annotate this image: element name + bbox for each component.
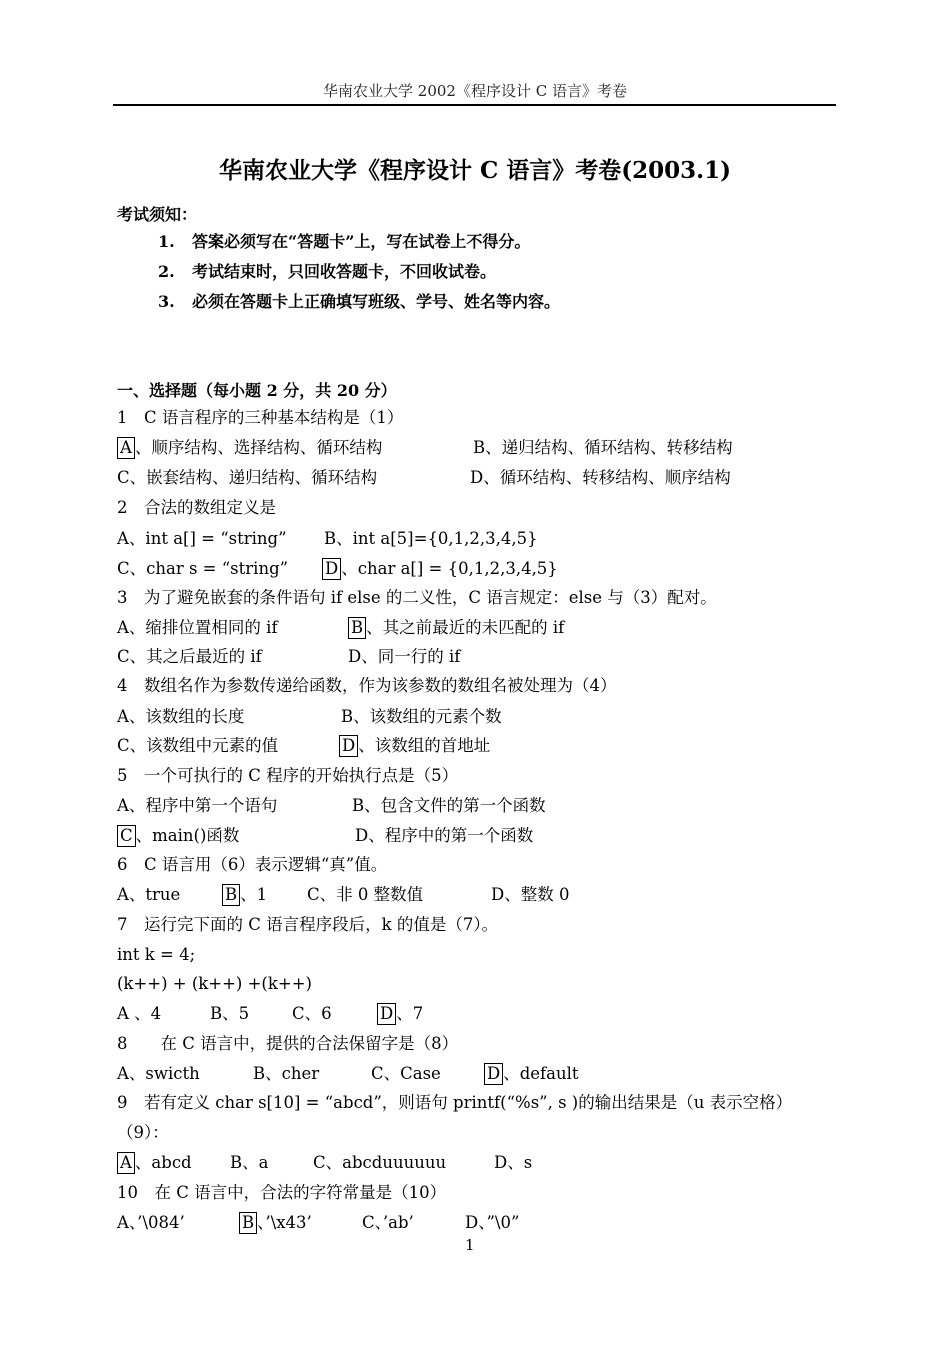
option-d: D、”\0” (465, 1213, 520, 1232)
answer-box: A (117, 1152, 135, 1174)
notice-heading: 考试须知： (117, 205, 198, 224)
question-stem: 5 一个可执行的 C 程序的开始执行点是（5） (117, 766, 459, 785)
running-header: 华南农业大学 2002《程序设计 C 语言》考卷 (323, 82, 627, 100)
option-c-answer: C 、main()函数 (117, 825, 239, 847)
option-a: A、缩排位置相同的 if (117, 618, 278, 637)
option-a-answer: A 、顺序结构、选择结构、循环结构 (117, 437, 382, 459)
option-d-answer: D 、该数组的首地址 (339, 735, 490, 757)
option-b-answer: B 、其之前最近的未匹配的 if (348, 617, 564, 639)
option-c: C、该数组中元素的值 (117, 736, 279, 755)
option-d: D、程序中的第一个函数 (355, 826, 534, 845)
question-stem: 3 为了避免嵌套的条件语句 if else 的二义性，C 语言规定：else 与（3）配对。 (117, 588, 717, 607)
option-c: C、Case (371, 1064, 441, 1083)
option-b: B、int a[5]={0,1,2,3,4,5} (324, 529, 538, 548)
answer-box: D (339, 735, 358, 757)
header-rule (113, 104, 836, 106)
question-stem: 10 在 C 语言中，合法的字符常量是（10） (117, 1183, 447, 1202)
page-number: 1 (465, 1236, 475, 1254)
option-b: B、该数组的元素个数 (341, 707, 502, 726)
option-c: C、嵌套结构、递归结构、循环结构 (117, 468, 378, 487)
option-a: A、swicth (117, 1064, 200, 1083)
notice-item: 2. 考试结束时，只回收答题卡，不回收试卷。 (158, 262, 497, 281)
answer-box: B (348, 617, 366, 639)
option-b: B、cher (253, 1064, 320, 1083)
option-a: A、该数组的长度 (117, 707, 245, 726)
option-a: A 、4 (117, 1004, 162, 1023)
question-stem: 8 在 C 语言中，提供的合法保留字是（8） (117, 1034, 459, 1053)
option-d-answer: D 、char a[] = {0,1,2,3,4,5} (322, 558, 558, 580)
answer-box: A (117, 437, 135, 459)
question-stem-continued: （9）： (117, 1123, 169, 1142)
option-d-answer: D 、default (484, 1063, 579, 1085)
option-c: C、’ab’ (362, 1213, 414, 1232)
question-stem: 1 C 语言程序的三种基本结构是（1） (117, 408, 404, 427)
answer-box: D (377, 1003, 396, 1025)
question-stem: 2 合法的数组定义是 (117, 498, 276, 517)
option-b: B、5 (210, 1004, 250, 1023)
section-heading: 一、选择题（每小题 2 分，共 20 分） (117, 381, 397, 400)
option-d-answer: D 、7 (377, 1003, 423, 1025)
option-b: B、a (230, 1153, 269, 1172)
option-b: B、包含文件的第一个函数 (352, 796, 546, 815)
option-c: C、6 (292, 1004, 332, 1023)
option-c: C、char s = “string” (117, 559, 289, 578)
question-stem: 9 若有定义 char s[10] = “abcd”，则语句 printf(“%s”, s )的输出结果是（u 表示空格） (117, 1093, 793, 1112)
answer-box: D (322, 558, 341, 580)
option-d: D、s (494, 1153, 533, 1172)
question-stem: 6 C 语言用（6）表示逻辑“真”值。 (117, 855, 388, 874)
option-c: C、非 0 整数值 (307, 885, 424, 904)
option-c: C、abcduuuuuu (313, 1153, 447, 1172)
option-a-answer: A 、abcd (117, 1152, 192, 1174)
question-stem: 7 运行完下面的 C 语言程序段后，k 的值是（7）。 (117, 915, 499, 934)
page-title: 华南农业大学《程序设计 C 语言》考卷(2003.1) (218, 157, 732, 184)
option-b: B、递归结构、循环结构、转移结构 (473, 438, 733, 457)
option-d: D、循环结构、转移结构、顺序结构 (470, 468, 731, 487)
question-stem: 4 数组名作为参数传递给函数，作为该参数的数组名被处理为（4） (117, 676, 617, 695)
option-a: A、int a[] = “string” (117, 529, 287, 548)
code-line: int k = 4; (117, 945, 196, 964)
answer-box: D (484, 1063, 503, 1085)
option-c: C、其之后最近的 if (117, 647, 262, 666)
option-d: D、同一行的 if (348, 647, 461, 666)
code-line: (k++) + (k++) +(k++) (117, 974, 312, 993)
option-a: A、’\084’ (117, 1213, 185, 1232)
option-b-answer: B 、1 (222, 884, 267, 906)
option-d: D、整数 0 (491, 885, 570, 904)
option-b-answer: B 、’\x43’ (239, 1212, 312, 1234)
notice-list (158, 230, 560, 320)
option-a: A、true (117, 885, 181, 904)
answer-box: B (239, 1212, 257, 1234)
notice-item: 1. 答案必须写在“答题卡”上，写在试卷上不得分。 (158, 232, 531, 251)
notice-item: 3. 必须在答题卡上正确填写班级、学号、姓名等内容。 (158, 292, 561, 311)
option-a: A、程序中第一个语句 (117, 796, 278, 815)
answer-box: B (222, 884, 240, 906)
answer-box: C (117, 825, 136, 847)
